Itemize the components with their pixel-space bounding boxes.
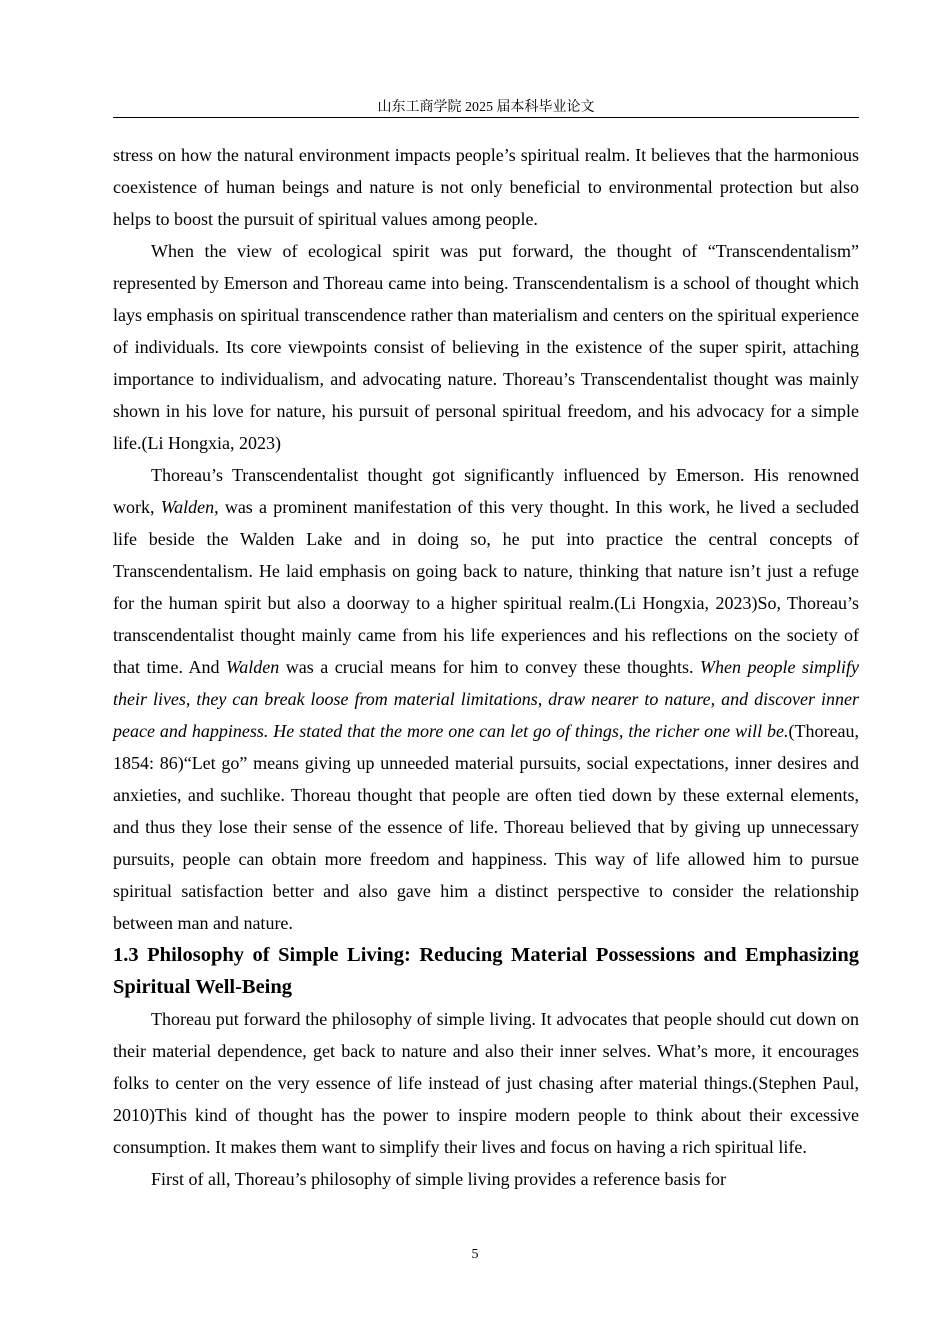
text-run: (Thoreau, 1854: 86)“Let go” means giving up unneeded material pursuits, social expectations, inner desires and anxieties, and suchlike. Thoreau thought that people are often tied down by these external elements, and thus they lose their sense of the essence of life. Thoreau believed that by giving up unnecessary pursuits, people can obtain more freedom and happiness. This way of life allowed him to pursue spiritual satisfaction better and also gave him a distinct perspective to consider the relationship between man and nature. <box>113 721 859 933</box>
quotation-italic: When people simplify their lives, they can break loose from material limitations, draw nearer to nature, and discover inner peace and happiness. He stated that the more one can let go of things, the richer one will be. <box>113 657 859 741</box>
book-title-walden: Walden <box>160 497 215 517</box>
page-number: 5 <box>471 1247 479 1262</box>
paragraph-first-of-all: First of all, Thoreau’s philosophy of simple living provides a reference basis for <box>151 1169 727 1189</box>
paragraph-simple-living: Thoreau put forward the philosophy of simple living. It advocates that people should cut down on their material dependence, get back to nature and also their inner selves. What’s more, it encourages folks to center on the very essence of life instead of just chasing after material things.(Stephen Paul, 2010)This kind of thought has the power to inspire modern people to think about their excessive consumption. It makes them want to simplify their lives and focus on having a rich spiritual life. <box>113 1009 859 1157</box>
text-run: Thoreau’s Transcendentalist thought got significantly influenced by Emerson. His renowned work, <box>113 465 859 517</box>
paragraph-continued: stress on how the natural environment impacts people’s spiritual realm. It believes that the harmonious coexistence of human beings and nature is not only beneficial to environmental protection but also helps to boost the pursuit of spiritual values among people. <box>113 145 859 229</box>
body-text <box>113 139 859 1195</box>
paragraph-walden <box>113 459 859 939</box>
text-run: , was a prominent manifestation of this very thought. In this work, he lived a secluded life beside the Walden Lake and in doing so, he put into practice the central concepts of Transcendentalism. He laid emphasis on going back to nature, thinking that nature isn’t just a refuge for the human spirit but also a doorway to a higher spiritual realm.(Li Hongxia, 2023)So, Thoreau’s transcendentalist thought mainly came from his life experiences and his reflections on the society of that time. And <box>113 497 859 677</box>
section-heading: 1.3 Philosophy of Simple Living: Reducing Material Possessions and Emphasizing Spiritual Well-Being <box>113 944 859 998</box>
running-header: 山东工商学院 2025 届本科毕业论文 <box>377 100 595 115</box>
header-divider <box>113 117 859 118</box>
book-title-walden: Walden <box>225 657 280 677</box>
text-run: was a crucial means for him to convey these thoughts. <box>279 657 701 677</box>
paragraph-transcendentalism: When the view of ecological spirit was put forward, the thought of “Transcendentalism” represented by Emerson and Thoreau came into being. Transcendentalism is a school of thought which lays emphasis on spiritual transcendence rather than materialism and centers on the spiritual experience of individuals. Its core viewpoints consist of believing in the existence of the super spirit, attaching importance to individualism, and advocating nature. Thoreau’s Transcendentalist thought was mainly shown in his love for nature, his pursuit of personal spiritual freedom, and his advocacy for a simple life.(Li Hongxia, 2023) <box>113 241 859 453</box>
